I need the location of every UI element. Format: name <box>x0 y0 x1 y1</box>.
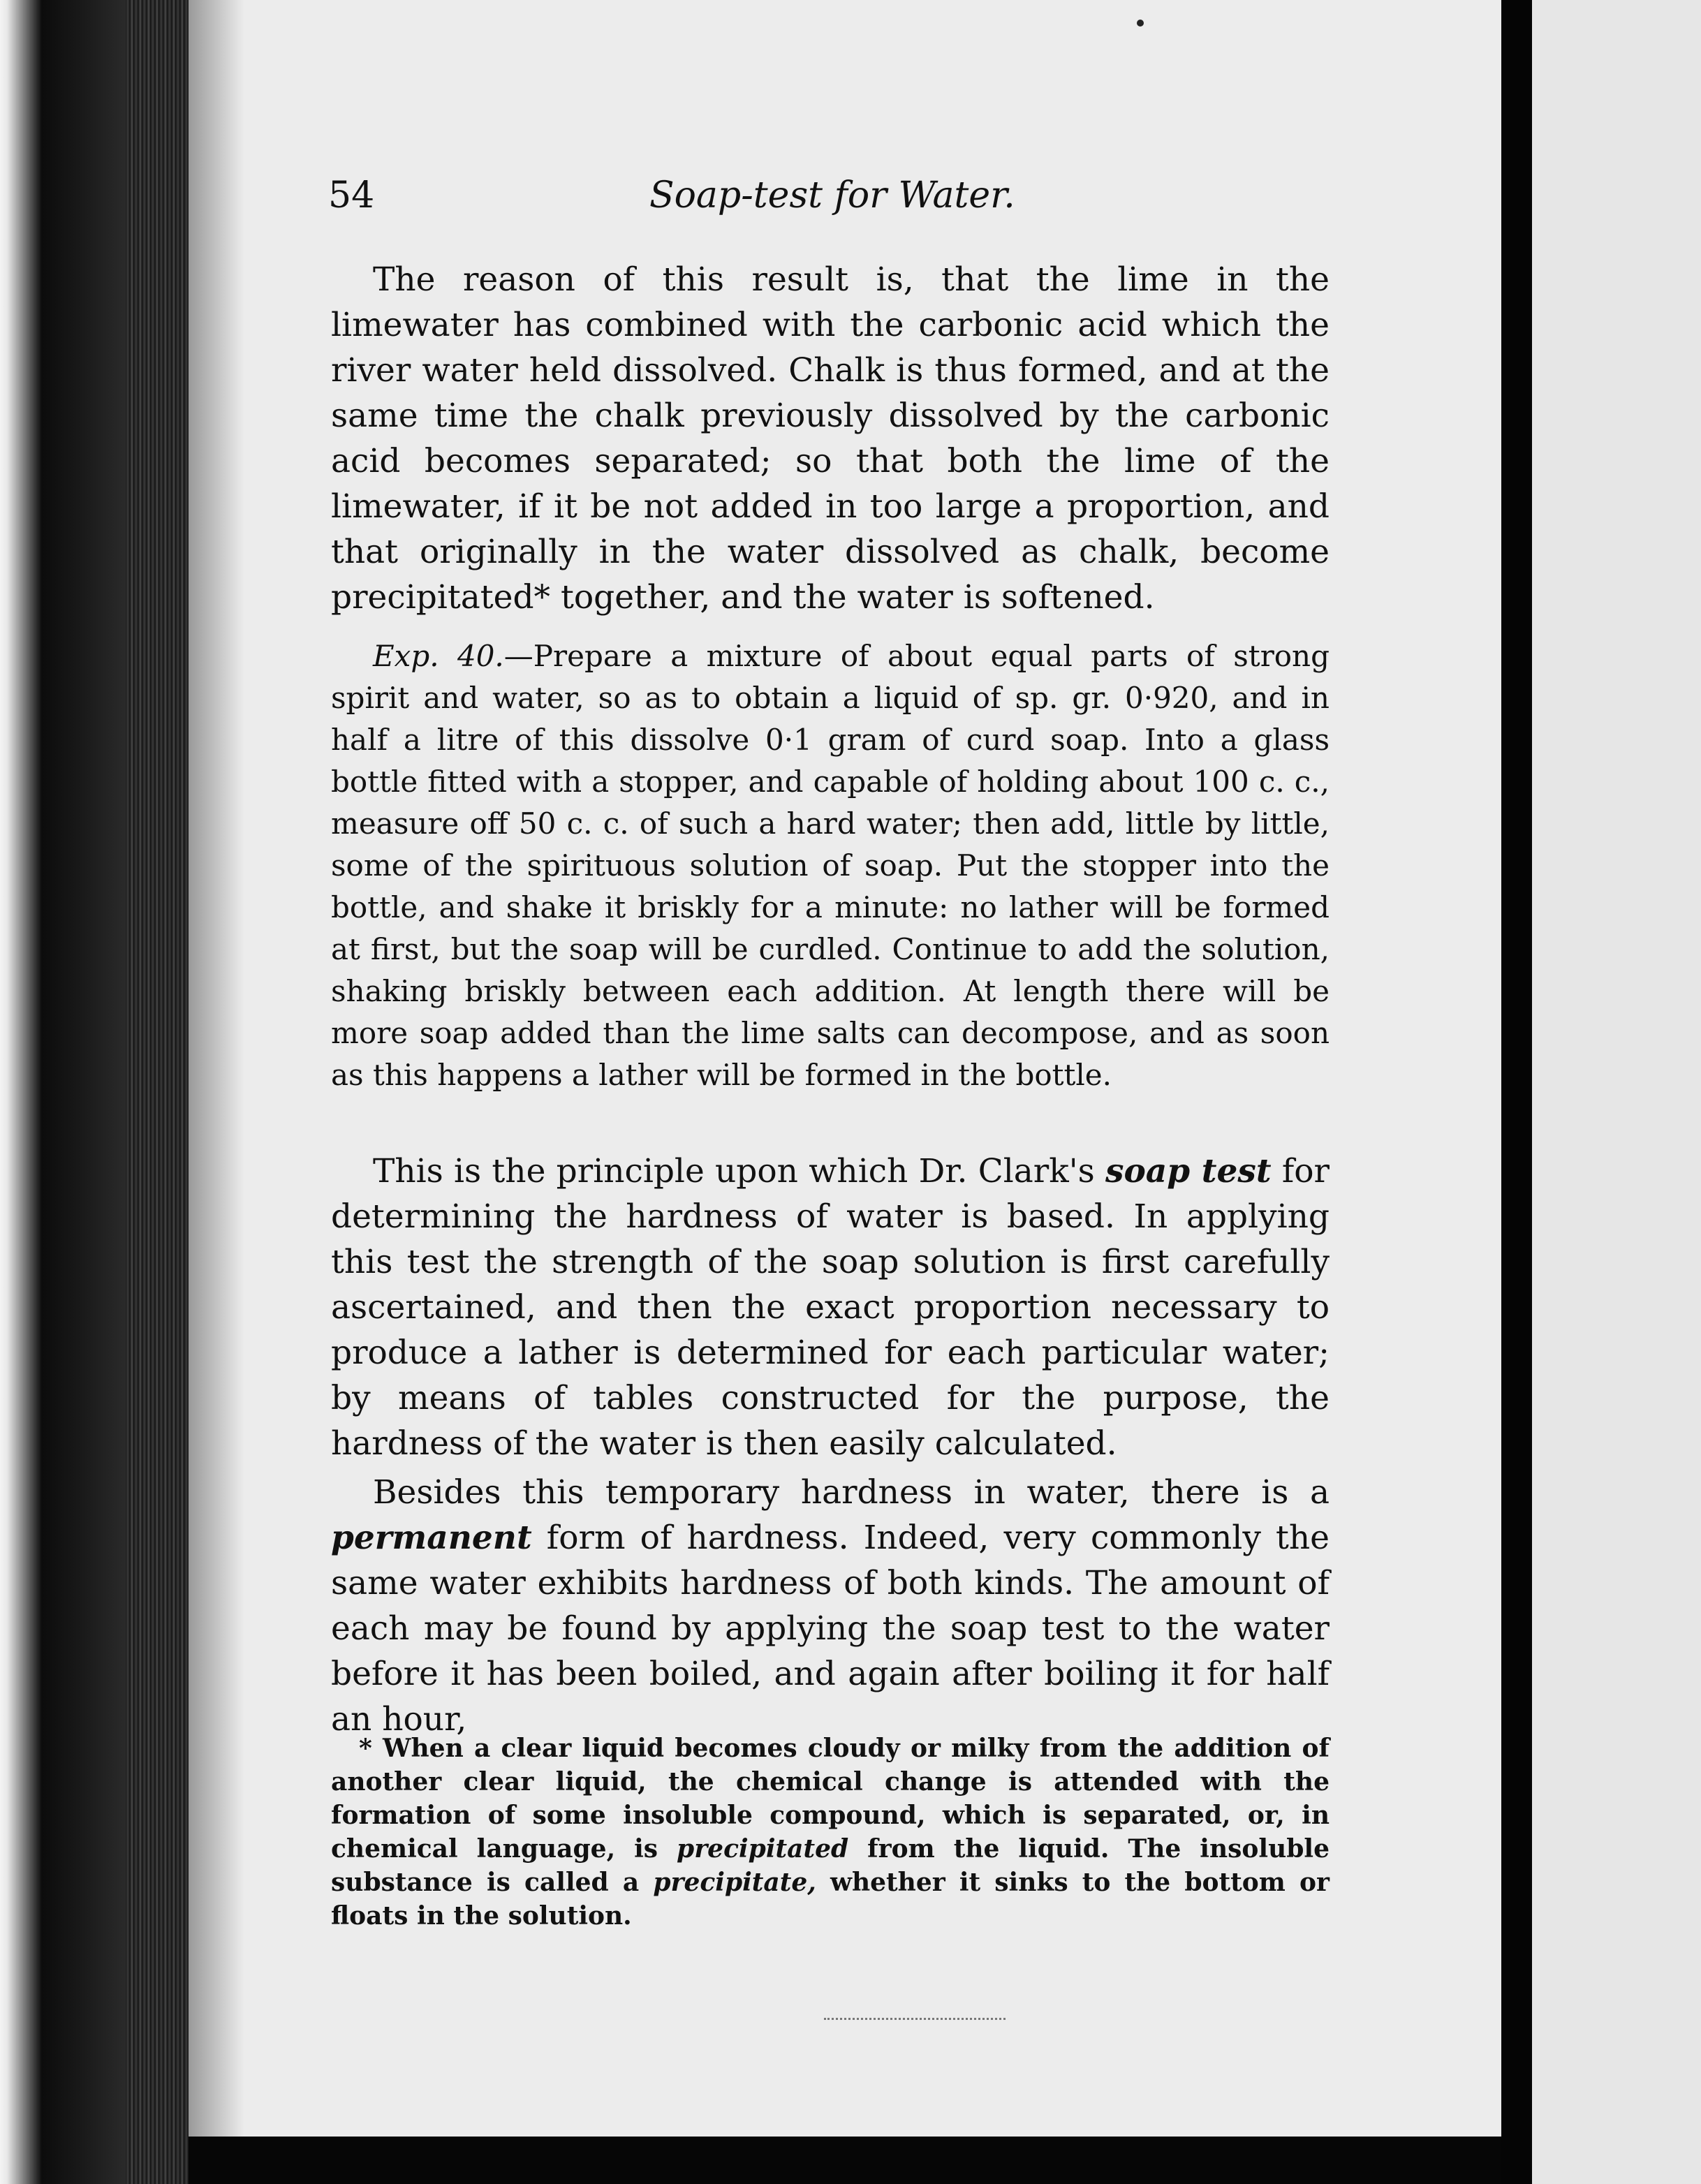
paragraph-4-text-a: Besides this temporary hardness in water, there is a <box>373 1473 1330 1512</box>
paragraph-3-text-a: This is the principle upon which Dr. Clark's <box>373 1152 1105 1190</box>
paragraph-3 <box>331 1149 1330 1466</box>
footnote-text-3: whether it sinks to the bottom or floats in the solution. <box>331 1868 1330 1931</box>
page-header <box>328 175 1327 230</box>
permanent-term: permanent <box>331 1519 532 1557</box>
page-edges <box>126 0 192 2184</box>
experiment-paragraph <box>331 635 1330 1096</box>
page-gap-shadow <box>1501 0 1532 2184</box>
adjacent-page-edge <box>1532 0 1701 2184</box>
footnote-text-1: * When a clear liquid becomes cloudy or milky from the addition of another clear liquid, the chemical change is attended with the formation of some insoluble compound, which is separated, or, in chemical language, is <box>331 1734 1330 1864</box>
experiment-text: —Prepare a mixture of about equal parts of strong spirit and water, so as to obtain a liquid of sp. gr. 0·920, and in half a litre of this dissolve 0·1 gram of curd soap. Into a glass bottle fitted with a stopper, and capable of holding about 100 c. c., measure off 50 c. c. of such a hard water; then add, little by little, some of the spirituous solution of soap. Put the stopper into the bottle, and shake it briskly for a minute: no lather will be formed at first, but the soap will be curdled. Continue to add the solution, shaking briskly between each addition. At length there will be more soap added than the lime salts can decompose, and as soon as this happens a lather will be formed in the bottle. <box>331 639 1330 1092</box>
footnote-precipitate: precipitate, <box>653 1868 816 1897</box>
paragraph-4-text-b: form of hardness. Indeed, very commonly the same water exhibits hardness of both kinds. The amount of each may be found by applying the soap test to the water before it has been boiled, and again after boiling it for half an hour, <box>331 1519 1330 1739</box>
page-number: 54 <box>328 175 375 216</box>
scan-speck <box>1137 20 1144 27</box>
catchword-rule <box>824 2018 1006 2020</box>
page-fold-shadow <box>189 0 244 2137</box>
footnote-text-2: from the liquid. The insoluble substance is called a <box>331 1834 1330 1897</box>
paragraph-3-text-b: for determining the hardness of water is based. In applying this test the strength of the soap solution is first carefully ascertained, and then the exact proportion necessary to produce a lather is determined for each particular water; by means of tables constructed for the purpose, the hardness of the water is then easily calculated. <box>331 1152 1330 1463</box>
paragraph-1: The reason of this result is, that the lime in the limewater has combined with the carbonic acid which the river water held dissolved. Chalk is thus formed, and at the same time the chalk previously dissolved by the carbonic acid becomes separated; so that both the lime of the limewater, if it be not added in too large a proportion, and that originally in the water dissolved as chalk, become precipitated* together, and the water is softened. <box>331 260 1330 617</box>
scan-bottom-border <box>189 2137 1501 2184</box>
soap-test-term: soap test <box>1105 1152 1272 1190</box>
running-head: Soap-test for Water. <box>649 175 1015 216</box>
footnote-precipitated: precipitated <box>677 1834 849 1864</box>
experiment-label: Exp. 40. <box>373 639 504 673</box>
footnote <box>331 1732 1330 1933</box>
paragraph-4 <box>331 1470 1330 1742</box>
